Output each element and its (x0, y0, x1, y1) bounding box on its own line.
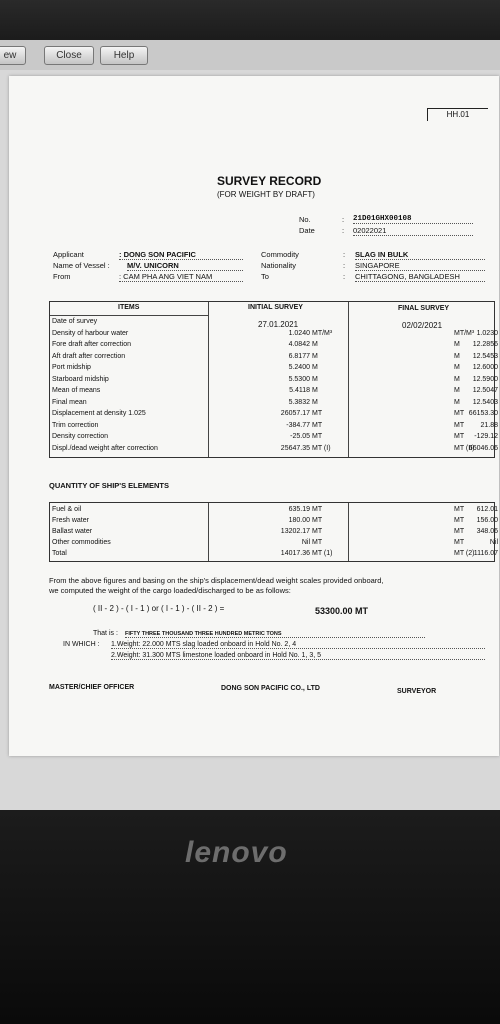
applicant-value: : DONG SON PACIFIC (119, 250, 243, 260)
survey-final-unit: MT (454, 433, 465, 440)
document-title: SURVEY RECORD (217, 174, 322, 188)
date-value: 02022021 (353, 226, 473, 236)
survey-item-label: Mean of means (52, 387, 101, 394)
survey-initial-unit: MT (I) (312, 444, 331, 452)
formula: ( II - 2 ) - ( I - 1 ) or ( I - 1 ) - ( II - 2 ) = (93, 604, 225, 613)
quantity-final-value: 1116.07 (473, 550, 498, 557)
survey-initial-value: 1.0240 (288, 329, 310, 337)
vessel-label: Name of Vessel : (53, 261, 110, 270)
quantity-item-label: Ballast water (52, 528, 93, 535)
no-label: No. (299, 215, 311, 224)
quantity-initial-unit: MT (312, 528, 323, 535)
survey-initial-unit: MT (312, 421, 323, 429)
survey-final-value: 12.2856 (472, 341, 498, 348)
survey-initial-value: 6.8177 (288, 352, 310, 360)
computation-text-2: we computed the weight of the cargo loaded/discharged to be as follows: (49, 586, 291, 595)
survey-row (50, 374, 498, 385)
quantity-final-unit: MT (2) (454, 550, 475, 557)
survey-initial-value: 26057.17 (280, 410, 310, 417)
initial-survey-date: 27.01.2021 (258, 320, 299, 329)
survey-item-label: Final mean (52, 398, 87, 406)
quantity-final-value: 348.06 (476, 528, 498, 535)
survey-initial-value: 5.5300 (288, 375, 310, 383)
survey-final-unit: MT (454, 421, 465, 429)
quantity-item-label: Fuel & oil (52, 506, 82, 513)
computation-text-1: From the above figures and basing on the ship's displacement/dead weight scales provided onboard, (49, 576, 384, 585)
that-is-value: FIFTY THREE THOUSAND THREE HUNDRED METRIC TONS (125, 631, 425, 638)
survey-item-label: Displ./dead weight after correction (52, 444, 158, 452)
survey-final-value: 12.5900 (472, 375, 498, 383)
survey-item-label: Trim correction (52, 421, 99, 429)
that-is-label: That is : (93, 630, 118, 637)
survey-initial-unit: M (312, 398, 318, 406)
survey-document (9, 76, 499, 756)
survey-final-unit: M (454, 387, 460, 394)
applicant-label: Applicant (53, 250, 84, 259)
survey-final-unit: MT (454, 410, 465, 417)
quantity-final-value: 612.01 (476, 506, 498, 513)
survey-initial-value: 5.3832 (288, 398, 310, 406)
survey-final-unit: M (454, 398, 460, 406)
survey-item-label: Starboard midship (52, 375, 109, 383)
survey-initial-unit: MT/M³ (312, 329, 333, 337)
from-value: : CAM PHA ANG VIET NAM (119, 272, 243, 282)
quantity-initial-unit: MT (1) (312, 550, 333, 557)
survey-final-value: 66153.30 (468, 410, 498, 417)
survey-row (50, 397, 498, 408)
in-which-label: IN WHICH : (63, 641, 100, 648)
help-button[interactable]: Help (100, 46, 148, 65)
quantity-heading: QUANTITY OF SHIP'S ELEMENTS (49, 481, 169, 490)
survey-initial-value: 5.2400 (288, 364, 310, 371)
survey-row (50, 362, 498, 373)
view-button[interactable]: ew (0, 46, 26, 65)
quantity-initial-value: 13202.17 (280, 528, 310, 535)
survey-item-label: Density correction (52, 433, 109, 440)
company-signature: DONG SON PACIFIC CO., LTD (221, 685, 320, 692)
survey-initial-unit: M (312, 364, 318, 371)
survey-initial-value: 25647.35 (280, 444, 310, 452)
survey-final-unit: M (454, 341, 460, 348)
survey-final-value: 21.88 (480, 421, 498, 429)
quantity-final-unit: MT (454, 528, 465, 535)
viewer-toolbar (0, 40, 500, 71)
quantity-item-label: Other commodities (52, 539, 111, 546)
survey-initial-value: 4.0842 (288, 341, 310, 348)
quantity-row (50, 526, 498, 537)
final-survey-header: FINAL SURVEY (398, 305, 450, 312)
initial-survey-header: INITIAL SURVEY (248, 304, 303, 311)
survey-initial-unit: MT (312, 410, 323, 417)
survey-final-unit: M (454, 375, 460, 383)
to-value: CHITTAGONG, BANGLADESH (355, 272, 485, 282)
document-viewport[interactable] (0, 70, 500, 810)
quantity-row (50, 515, 498, 526)
survey-initial-value: -384.77 (286, 421, 310, 429)
from-label: From (53, 272, 71, 281)
survey-row (50, 316, 494, 327)
survey-row (50, 351, 498, 362)
no-value: 21D01GHX00108 (353, 215, 473, 224)
commodity-label: Commodity (261, 250, 299, 259)
survey-initial-unit: M (312, 352, 318, 360)
survey-row (50, 431, 498, 442)
survey-item-label: Displacement at density 1.025 (52, 410, 146, 417)
items-header: ITEMS (118, 304, 140, 311)
master-signature: MASTER/CHIEF OFFICER (49, 684, 135, 691)
date-colon: : (342, 226, 345, 235)
quantity-initial-value: 180.00 (288, 517, 310, 524)
nationality-value: SINGAPORE (355, 261, 485, 271)
close-button[interactable]: Close (44, 46, 94, 65)
nationality-colon: : (343, 261, 346, 270)
survey-final-value: 12.5047 (472, 387, 498, 394)
commodity-value: SLAG IN BULK (355, 250, 485, 260)
quantity-row (50, 504, 498, 515)
survey-row (50, 408, 498, 419)
surveyor-signature: SURVEYOR (397, 688, 437, 695)
quantity-item-label: Fresh water (52, 517, 89, 524)
cargo-line-1: 1.Weight: 22.000 MTS slag loaded onboard in Hold No. 2, 4 (111, 641, 485, 649)
quantity-initial-value: Nil (301, 539, 310, 546)
survey-row (50, 339, 498, 350)
quantity-row (50, 537, 498, 548)
survey-item-label: Fore draft after correction (52, 341, 131, 348)
survey-row (50, 443, 498, 454)
quantity-table (49, 502, 498, 562)
to-colon: : (343, 272, 346, 281)
date-label: Date (299, 226, 315, 235)
survey-row (50, 328, 498, 339)
cargo-result: 53300.00 MT (315, 606, 369, 616)
quantity-final-unit: MT (454, 506, 465, 513)
quantity-final-unit: MT (454, 539, 465, 546)
survey-final-value: 12.5453 (472, 352, 498, 360)
survey-initial-value: 5.4118 (289, 387, 310, 394)
quantity-final-value: Nil (489, 539, 498, 546)
survey-row (50, 420, 498, 431)
quantity-final-value: 156.00 (476, 517, 498, 524)
lenovo-logo: lenovo (185, 836, 288, 869)
quantity-initial-unit: MT (312, 539, 323, 546)
vessel-value: M/V. UNICORN (127, 261, 243, 271)
no-colon: : (342, 215, 345, 224)
survey-table (49, 301, 498, 458)
survey-final-value: 12.5403 (472, 398, 498, 406)
to-label: To (261, 272, 269, 281)
survey-final-unit: M (454, 364, 460, 371)
reference-box: HH.01 (427, 108, 488, 121)
quantity-final-unit: MT (454, 517, 465, 524)
survey-row (50, 385, 498, 396)
survey-initial-unit: M (312, 341, 318, 348)
survey-final-value: 1.0230 (476, 329, 498, 337)
quantity-item-label: Total (52, 550, 67, 557)
quantity-row (50, 548, 498, 559)
cargo-line-2: 2.Weight: 31.300 MTS limestone loaded onboard in Hold No. 1, 3, 5 (111, 652, 485, 660)
commodity-colon: : (343, 250, 346, 259)
survey-initial-unit: M (312, 375, 318, 383)
quantity-initial-value: 635.19 (288, 506, 310, 513)
survey-final-unit: M (454, 352, 460, 360)
final-survey-date: 02/02/2021 (402, 321, 443, 330)
survey-item-label: Density of harbour water (52, 329, 129, 337)
survey-initial-unit: M (312, 387, 318, 394)
survey-final-value: 66046.06 (468, 444, 498, 452)
nationality-label: Nationality (261, 261, 297, 270)
survey-final-value: -129.12 (474, 433, 498, 440)
monitor-frame (0, 0, 500, 44)
quantity-initial-unit: MT (312, 506, 323, 513)
survey-final-value: 12.6000 (472, 364, 498, 371)
survey-item-label: Port midship (52, 364, 91, 371)
laptop-bezel (0, 810, 500, 1024)
quantity-initial-value: 14017.36 (280, 550, 310, 557)
survey-initial-unit: MT (312, 433, 323, 440)
survey-final-unit: MT/M³ (454, 329, 475, 337)
survey-initial-value: -25.05 (290, 433, 310, 440)
survey-final-unit: MT (II) (454, 444, 475, 452)
survey-item-label: Date of survey (52, 318, 98, 325)
document-subtitle: (FOR WEIGHT BY DRAFT) (217, 190, 315, 199)
quantity-initial-unit: MT (312, 517, 323, 524)
survey-item-label: Aft draft after correction (52, 352, 126, 360)
